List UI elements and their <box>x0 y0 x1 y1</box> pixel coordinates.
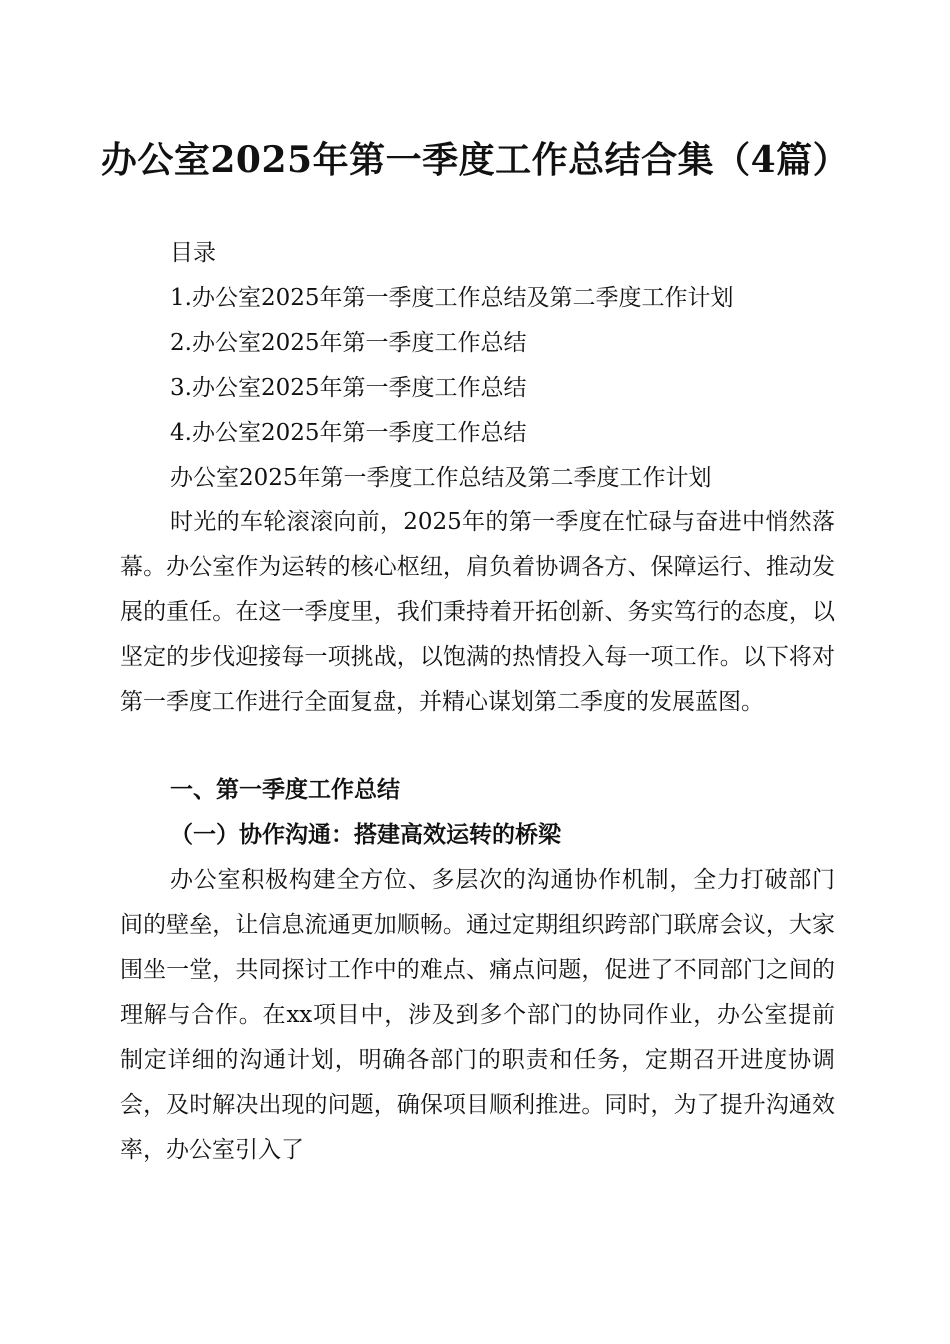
toc-item-3: 3.办公室2025年第一季度工作总结 <box>170 375 527 401</box>
subsection-paragraph: 办公室积极构建全方位、多层次的沟通协作机制，全力打破部门间的壁垒，让信息流通更加顺畅。通过定期组织跨部门联席会议，大家围坐一堂，共同探讨工作中的难点、痛点问题，促进了不同部门之间的理解与合作。在xx项目中，涉及到多个部门的协同作业，办公室提前制定详细的沟通计划，明确各部门的职责和任务，定期召开进度协调会，及时解决出现的问题，确保项目顺利推进。同时，为了提升沟通效率，办公室引入了 <box>120 867 835 1163</box>
toc-heading: 目录 <box>170 240 216 266</box>
article-title: 办公室2025年第一季度工作总结及第二季度工作计划 <box>170 465 712 491</box>
toc-item-2: 2.办公室2025年第一季度工作总结 <box>170 330 527 356</box>
intro-paragraph: 时光的车轮滚滚向前，2025年的第一季度在忙碌与奋进中悄然落幕。办公室作为运转的核心枢纽，肩负着协调各方、保障运行、推动发展的重任。在这一季度里，我们秉持着开拓创新、务实笃行的态度，以坚定的步伐迎接每一项挑战，以饱满的热情投入每一项工作。以下将对第一季度工作进行全面复盘，并精心谋划第二季度的发展蓝图。 <box>120 509 835 715</box>
document-title: 办公室2025年第一季度工作总结合集（4篇） <box>100 139 850 181</box>
subsection-heading: （一）协作沟通：搭建高效运转的桥梁 <box>170 821 561 848</box>
toc-item-4: 4.办公室2025年第一季度工作总结 <box>170 420 527 446</box>
section-heading: 一、第一季度工作总结 <box>170 777 400 803</box>
toc-item-1: 1.办公室2025年第一季度工作总结及第二季度工作计划 <box>170 285 734 311</box>
